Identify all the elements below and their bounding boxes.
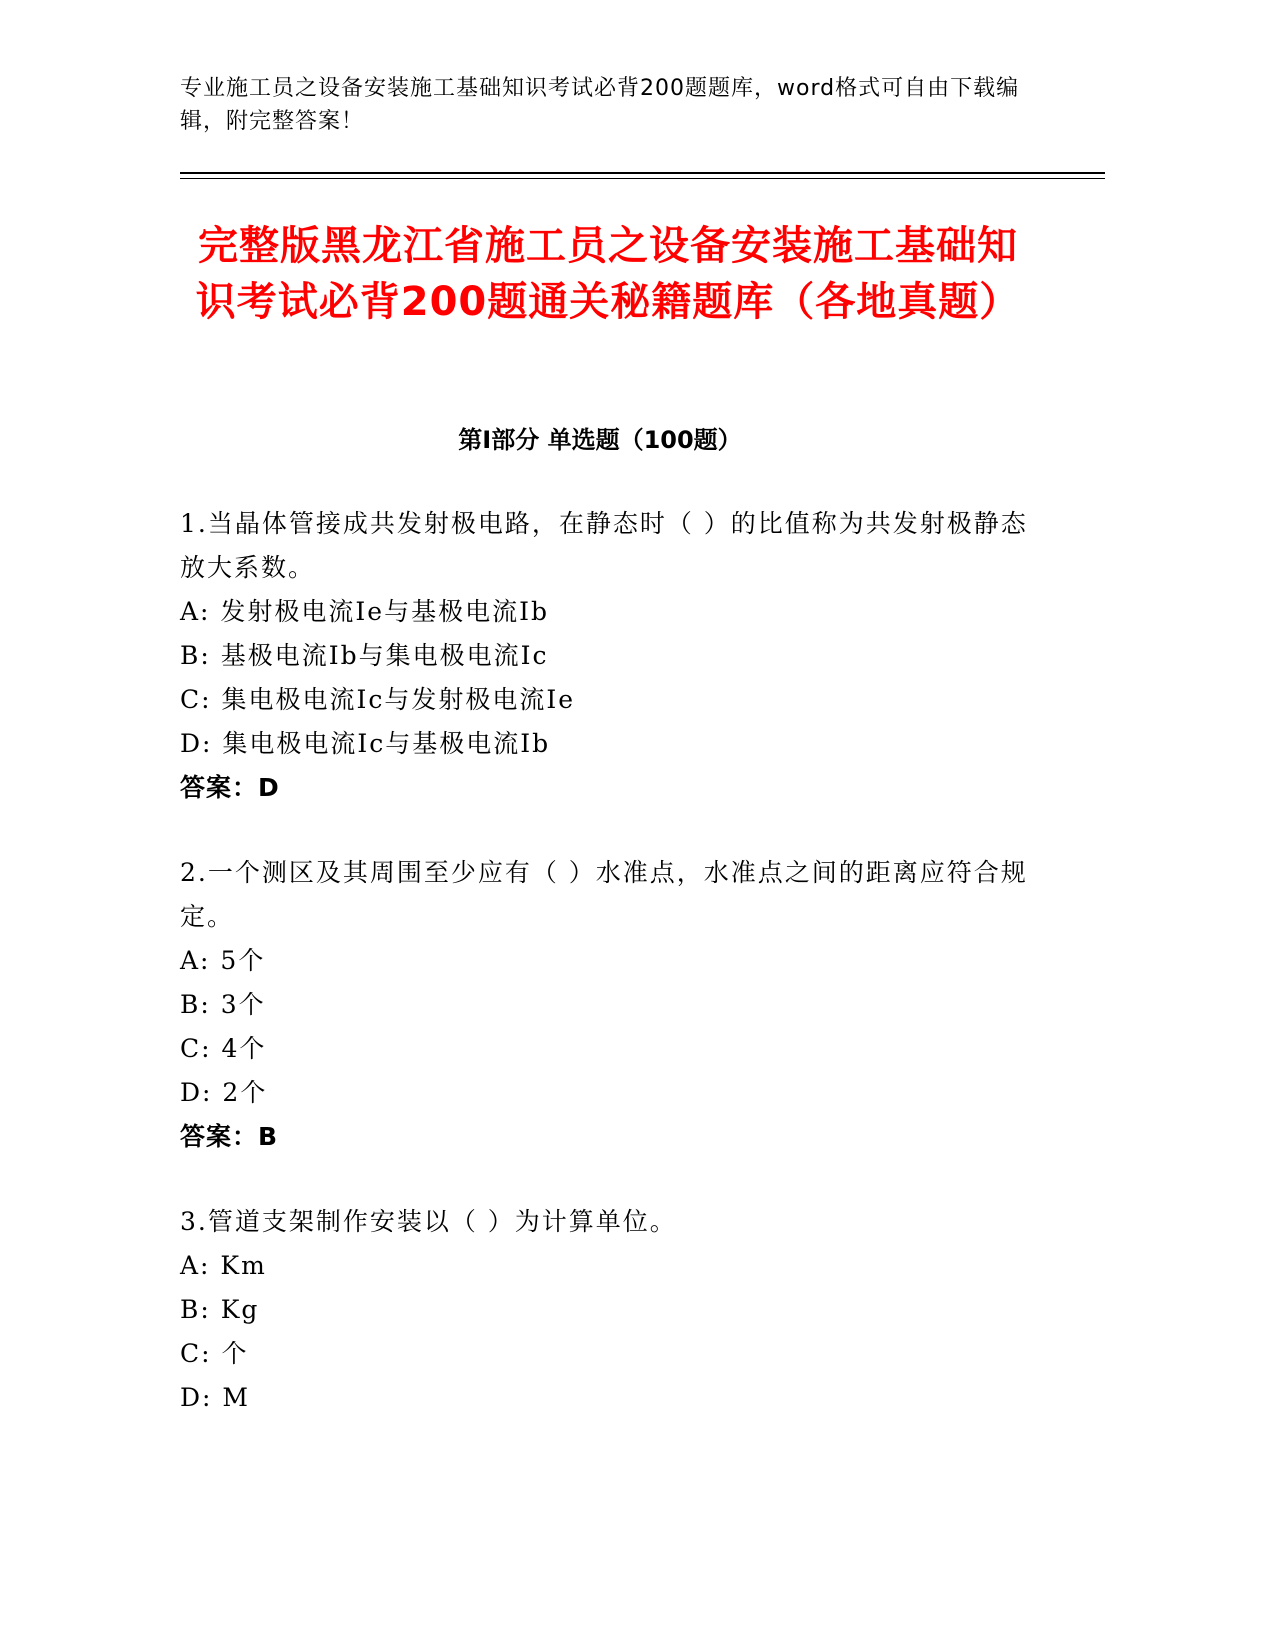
option-c: C: 集电极电流Ic与发射极电流Ie [180, 685, 576, 714]
question-block [180, 851, 1040, 1159]
document-title: 完整版黑龙江省施工员之设备安装施工基础知识考试必背200题通关秘籍题库（各地真题） [195, 223, 1021, 325]
option-b: B: 基极电流Ib与集电极电流Ic [180, 641, 549, 670]
question-stem: 1.当晶体管接成共发射极电路，在静态时（ ）的比值称为共发射极静态放大系数。 [180, 509, 1028, 582]
answer: 答案：B [180, 1122, 279, 1151]
answer: 答案：D [180, 773, 280, 802]
option-d: D: 集电极电流Ic与基极电流Ib [180, 729, 551, 758]
option-d: D: M [180, 1383, 251, 1412]
question-block [180, 502, 1040, 810]
option-b: B: 3个 [180, 990, 266, 1019]
option-a: A: 5个 [180, 946, 266, 975]
header-divider-thick [180, 172, 1105, 174]
section-heading: 第Ⅰ部分 单选题（100题） [458, 426, 742, 454]
option-d: D: 2个 [180, 1078, 268, 1107]
header-divider-thin [180, 178, 1105, 179]
question-block [180, 1200, 1040, 1420]
option-c: C: 个 [180, 1339, 249, 1368]
option-a: A: Km [180, 1251, 267, 1280]
option-c: C: 4个 [180, 1034, 267, 1063]
question-stem: 3.管道支架制作安装以（ ）为计算单位。 [180, 1207, 677, 1236]
document-header: 专业施工员之设备安装施工基础知识考试必背200题题库，word格式可自由下载编辑，附完整答案！ [180, 76, 1020, 134]
option-a: A: 发射极电流Ie与基极电流Ib [180, 597, 549, 626]
option-b: B: Kg [180, 1295, 260, 1324]
question-stem: 2.一个测区及其周围至少应有（ ）水准点，水准点之间的距离应符合规定。 [180, 858, 1028, 931]
